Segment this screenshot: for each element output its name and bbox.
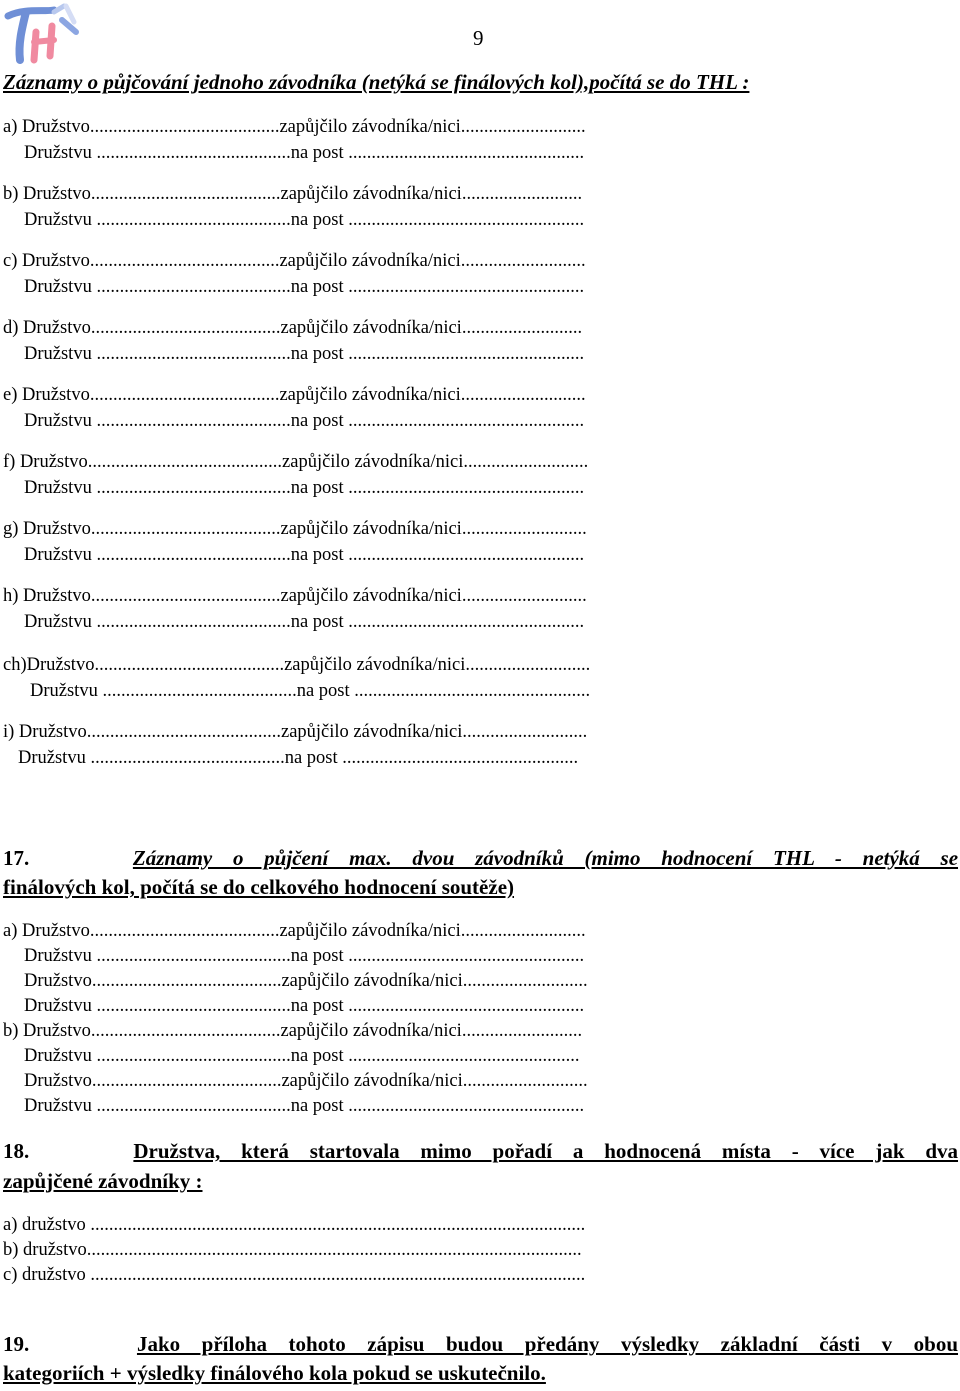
section-18-title-line1: Družstva, která startovala mimo pořadí a hodnocená místa - více jak dva — [133, 1139, 959, 1163]
section-16-entry-line1: f) Družstvo..........................................zapůjčilo závodníka/nici........................... — [3, 452, 589, 472]
section-16-entry-line2: Družstvu ..........................................na post ................................................... — [24, 478, 585, 498]
section-16-entry-line1: a) Družstvo.........................................zapůjčilo závodníka/nici........................... — [3, 117, 586, 137]
section-16-entry-line1: g) Družstvo.........................................zapůjčilo závodníka/nici........................... — [3, 519, 587, 539]
section-16-entry-line2: Družstvu ..........................................na post ................................................... — [30, 681, 591, 701]
section-17-line: Družstvu ..........................................na post ................................................... — [24, 996, 585, 1016]
section-18-number: 18. — [3, 1139, 30, 1163]
page-number: 9 — [473, 26, 484, 50]
section-17-line: Družstvo.........................................zapůjčilo závodníka/nici........................... — [24, 971, 588, 991]
section-17-line: b) Družstvo.........................................zapůjčilo závodníka/nici.......................... — [3, 1021, 583, 1041]
section-18-heading — [3, 1137, 958, 1166]
thl-logo — [4, 2, 84, 66]
section-16-title: Záznamy o půjčování jednoho závodníka (netýká se finálových kol),počítá se do THL : — [3, 70, 750, 94]
section-17-title-line1: Záznamy o půjčení max. dvou závodníků (mimo hodnocení THL - netýká se — [132, 846, 959, 870]
section-19-heading — [3, 1330, 958, 1359]
section-16-entry-line2: Družstvu ..........................................na post ................................................... — [24, 411, 585, 431]
section-18-line: c) družstvo ........................................................................................................... — [3, 1265, 586, 1285]
section-17-line: Družstvu ..........................................na post ................................................... — [24, 946, 585, 966]
section-16-entry-line2: Družstvu ..........................................na post ................................................... — [24, 277, 585, 297]
section-16-entry-line2: Družstvu ..........................................na post ................................................... — [24, 143, 585, 163]
section-16-entry-line1: i) Družstvo..........................................zapůjčilo závodníka/nici........................... — [3, 722, 588, 742]
section-16-entry-line2: Družstvu ..........................................na post ................................................... — [24, 210, 585, 230]
section-17-line: a) Družstvo.........................................zapůjčilo závodníka/nici........................... — [3, 921, 586, 941]
section-16-entry-line2: Družstvu ..........................................na post ................................................... — [24, 612, 585, 632]
section-17-heading — [3, 844, 958, 873]
section-16-entry-line2: Družstvu ..........................................na post ................................................... — [18, 748, 579, 768]
section-16-entry-line1: c) Družstvo.........................................zapůjčilo závodníka/nici........................... — [3, 251, 586, 271]
section-19-title-line1: Jako příloha tohoto zápisu budou předány výsledky základní části v obou — [136, 1332, 959, 1356]
section-16-entry-line1: d) Družstvo.........................................zapůjčilo závodníka/nici.......................... — [3, 318, 583, 338]
section-18-line: b) družstvo........................................................................................................... — [3, 1240, 582, 1260]
section-16-entry-line1: e) Družstvo.........................................zapůjčilo závodníka/nici........................... — [3, 385, 586, 405]
section-16-entry-line1: ch)Družstvo.........................................zapůjčilo závodníka/nici........................... — [3, 655, 591, 675]
section-17-title-line2: finálových kol, počítá se do celkového hodnocení soutěže) — [3, 875, 515, 899]
section-18-title-line2: zapůjčené závodníky : — [3, 1169, 203, 1193]
section-19-number: 19. — [3, 1332, 30, 1356]
section-17-number: 17. — [3, 846, 30, 870]
section-16-entry-line1: h) Družstvo.........................................zapůjčilo závodníka/nici........................... — [3, 586, 587, 606]
section-19-title-line2: kategoriích + výsledky finálového kola pokud se uskutečnilo. — [3, 1361, 546, 1385]
section-16-entry-line1: b) Družstvo.........................................zapůjčilo závodníka/nici.......................... — [3, 184, 583, 204]
section-18-line: a) družstvo ........................................................................................................... — [3, 1215, 586, 1235]
section-17-line: Družstvu ..........................................na post .................................................. — [24, 1046, 580, 1066]
section-17-line: Družstvo.........................................zapůjčilo závodníka/nici........................... — [24, 1071, 588, 1091]
section-16-entry-line2: Družstvu ..........................................na post ................................................... — [24, 344, 585, 364]
section-17-line: Družstvu ..........................................na post ................................................... — [24, 1096, 585, 1116]
section-16-entry-line2: Družstvu ..........................................na post ................................................... — [24, 545, 585, 565]
